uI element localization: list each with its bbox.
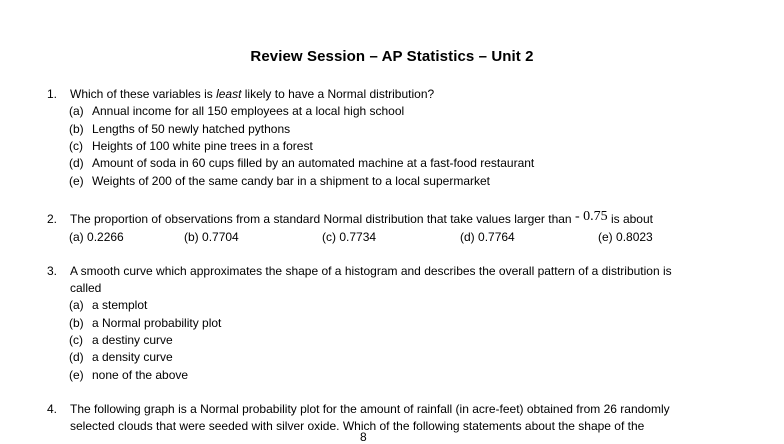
option-c: (c) a destiny curve	[69, 333, 173, 347]
choice-a: (a) 0.2266	[69, 230, 124, 244]
choice-d: (d) 0.7764	[460, 230, 515, 244]
option-c: (c) Heights of 100 white pine trees in a forest	[69, 139, 313, 153]
option-e: (e) none of the above	[69, 368, 189, 382]
question-text-line-1: The following graph is a Normal probability plot for the amount of rainfall (in acre-feet) obtained from 26 randomly	[70, 402, 670, 416]
question-text-line-2: selected clouds that were seeded with silver oxide. Which of the following statements about the shape of the	[70, 419, 645, 433]
question-text: The proportion of observations from a standard Normal distribution that take values larger than - 0.75 is about	[70, 209, 653, 226]
question-2	[47, 211, 747, 247]
emphasis-text: least	[216, 87, 242, 101]
question-text-line-2: called	[70, 281, 102, 295]
option-b: (b) a Normal probability plot	[69, 316, 222, 330]
question-text-line-1: A smooth curve which approximates the shape of a histogram and describes the overall pattern of a distribution is	[70, 264, 672, 278]
option-d: (d) a density curve	[69, 350, 173, 364]
choice-b: (b) 0.7704	[184, 230, 239, 244]
question-1	[47, 86, 747, 191]
question-3	[47, 263, 747, 385]
option-d: (d) Amount of soda in 60 cups filled by an automated machine at a fast-food restaurant	[69, 156, 535, 170]
question-number: 1.	[47, 87, 58, 101]
option-e: (e) Weights of 200 of the same candy bar in a shipment to a local supermarket	[69, 174, 490, 188]
question-number: 3.	[47, 264, 58, 278]
question-number: 4.	[47, 402, 58, 416]
option-a: (a) Annual income for all 150 employees at a local high school	[69, 104, 405, 118]
choice-e: (e) 0.8023	[598, 230, 653, 244]
question-4	[47, 401, 747, 441]
page-number: 8	[360, 430, 367, 444]
option-b: (b) Lengths of 50 newly hatched pythons	[69, 122, 291, 136]
question-number: 2.	[47, 212, 58, 226]
choice-c: (c) 0.7734	[322, 230, 377, 244]
option-a: (a) a stemplot	[69, 298, 148, 312]
document-title: Review Session – AP Statistics – Unit 2	[250, 48, 534, 65]
math-expression: - 0.75	[574, 209, 608, 224]
question-text: Which of these variables is least likely to have a Normal distribution?	[70, 87, 435, 101]
